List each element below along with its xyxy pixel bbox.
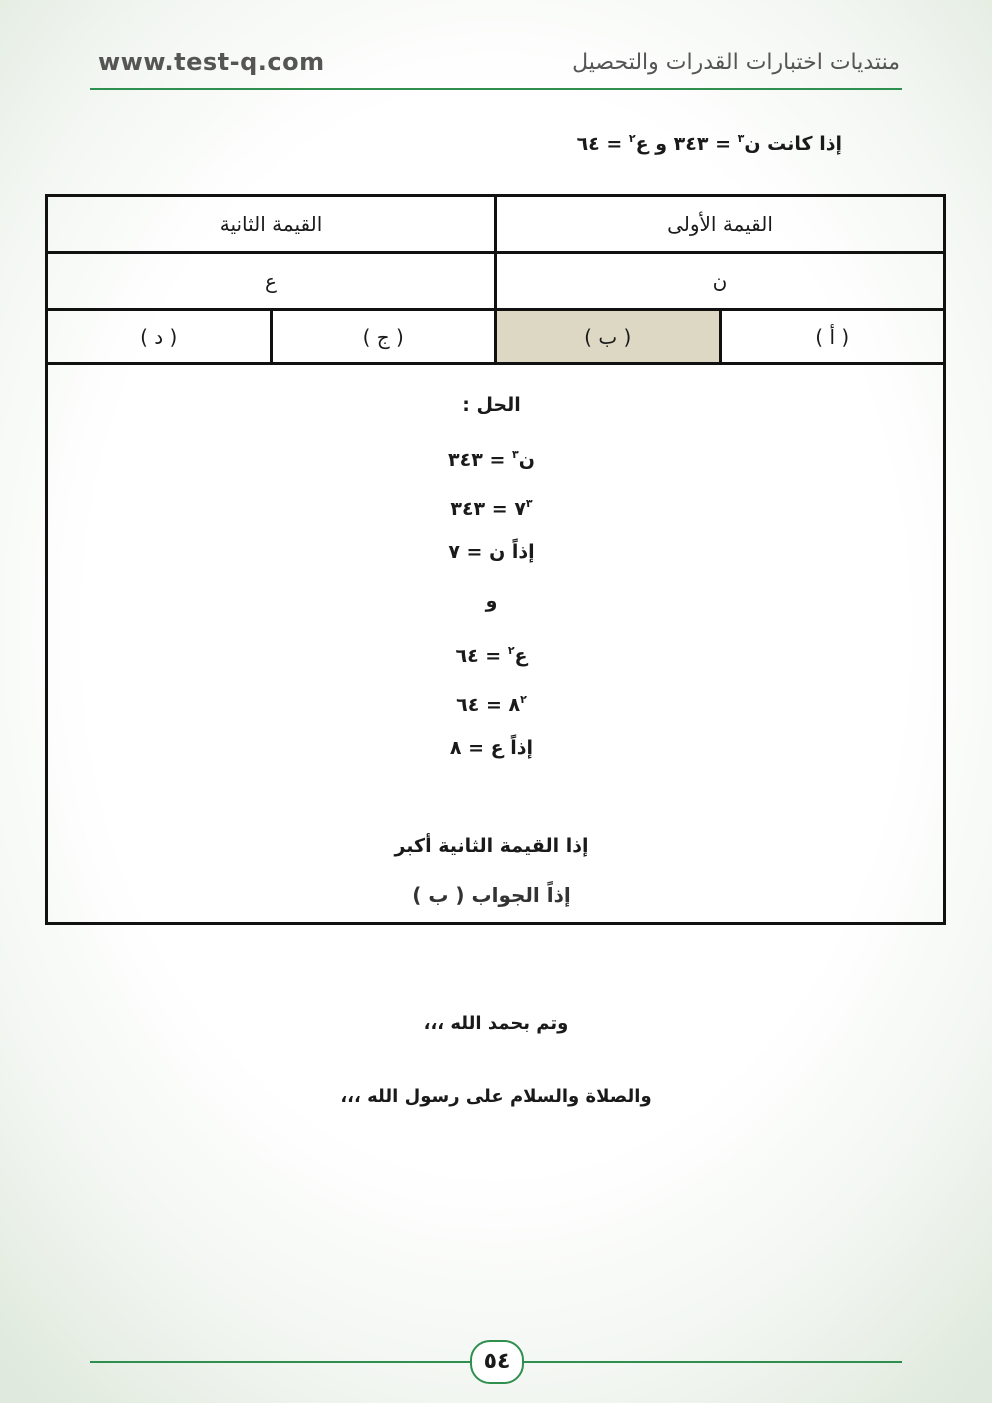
col1-header: القيمة الأولى	[496, 196, 945, 253]
solution-line: $٨^٢$ = ٦٤	[456, 693, 527, 716]
forum-title: منتديات اختبارات القدرات والتحصيل	[572, 50, 900, 75]
solution-line: $٧^٣$ = ٣٤٣	[450, 497, 533, 520]
solution-answer: إذاً الجواب ( ب )	[412, 883, 571, 907]
solution-line: ن$^٣$ = ٣٤٣	[448, 448, 535, 471]
solution-title: الحل :	[462, 394, 521, 416]
option-d[interactable]: ( د )	[47, 310, 272, 364]
question-text: إذا كانت ن$^٣$ = ٣٤٣ و ع$^٢$ = ٦٤	[576, 132, 842, 155]
spacer	[48, 773, 935, 822]
col2-header: القيمة الثانية	[47, 196, 496, 253]
closing-line-1: وتم بحمد الله ،،،	[423, 1013, 569, 1034]
solution-line: ع$^٢$ = ٦٤	[455, 644, 528, 667]
header-divider	[90, 88, 902, 90]
closing-line-2: والصلاة والسلام على رسول الله ،،،	[340, 1086, 652, 1107]
option-b[interactable]: ( ب )	[496, 310, 721, 364]
solution-line: إذاً ن = ٧	[448, 541, 535, 563]
page-number: ٥٤	[470, 1340, 524, 1384]
solution-conclusion: إذا القيمة الثانية أكبر	[394, 835, 589, 857]
site-url: www.test-q.com	[98, 48, 325, 76]
comparison-table	[45, 194, 946, 925]
col1-variable: ن	[496, 253, 945, 310]
option-c[interactable]: ( ج )	[271, 310, 496, 364]
solution-line: إذاً ع = ٨	[449, 737, 534, 759]
option-a[interactable]: ( أ )	[720, 310, 945, 364]
col2-variable: ع	[47, 253, 496, 310]
solution-cell	[47, 364, 945, 924]
solution-line: و	[485, 590, 498, 612]
